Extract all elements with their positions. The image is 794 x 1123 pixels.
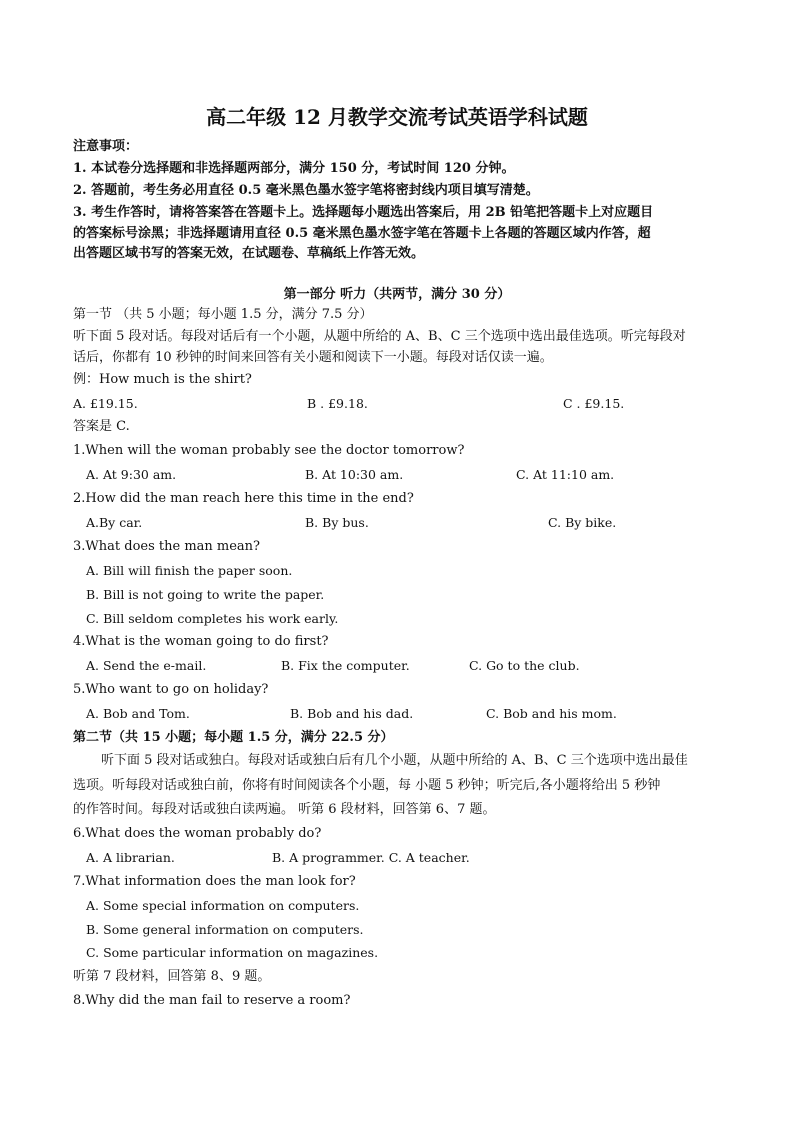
question-3-option-a: A. Bill will finish the paper soon. [86, 563, 293, 578]
section1-heading: 第一节 （共 5 小题；每小题 1.5 分，满分 7.5 分） [73, 307, 373, 322]
note-item-1: 1. 本试卷分选择题和非选择题两部分，满分 150 分，考试时间 120 分钟。 [73, 161, 515, 176]
notes-heading: 注意事项： [73, 139, 139, 154]
question-2-option-b: B. By bus. [305, 515, 369, 530]
question-7-option-c: C. Some particular information on magazines. [86, 945, 379, 960]
material-7-instruction: 听第 7 段材料，回答第 8、9 题。 [73, 969, 271, 984]
section2-instructions-2: 选项。听每段对话或独白前，你将有时间阅读各个小题，每 小题 5 秒钟；听完后,各小题将给出 5 秒钟 [73, 778, 661, 793]
question-6-option-a: A. A librarian. [86, 850, 175, 865]
example-option-a: A. £19.15. [73, 396, 138, 411]
example-option-b: B . £9.18. [307, 396, 368, 411]
section1-instructions-2: 话后，你都有 10 秒钟的时间来回答有关小题和阅读下一小题。每段对话仅读一遍。 [73, 350, 553, 365]
question-4-option-a: A. Send the e-mail. [86, 658, 207, 673]
question-4: 4.What is the woman going to do first? [73, 634, 329, 649]
question-6-option-bc: B. A programmer. C. A teacher. [272, 850, 470, 865]
note-item-3-cont: 的答案标号涂黑；非选择题请用直径 0.5 毫米黑色墨水签字笔在答题卡上各题的答题区域内作答，超 [73, 226, 651, 241]
question-3-option-b: B. Bill is not going to write the paper. [86, 587, 325, 602]
question-4-option-b: B. Fix the computer. [281, 658, 410, 673]
question-2-option-a: A.By car. [86, 515, 143, 530]
question-8: 8.Why did the man fail to reserve a room? [73, 993, 351, 1008]
question-2-option-c: C. By bike. [548, 515, 617, 530]
question-1: 1.When will the woman probably see the doctor tomorrow? [73, 443, 465, 458]
question-4-option-c: C. Go to the club. [469, 658, 580, 673]
example-answer: 答案是 C. [73, 419, 130, 434]
exam-title: 高二年级 12 月教学交流考试英语学科试题 [206, 105, 588, 129]
question-5-option-a: A. Bob and Tom. [86, 706, 190, 721]
question-1-option-a: A. At 9:30 am. [86, 467, 177, 482]
section2-heading: 第二节（共 15 小题；每小题 1.5 分，满分 22.5 分） [73, 730, 394, 745]
note-item-2: 2. 答题前，考生务必用直径 0.5 毫米黑色墨水签字笔将密封线内项目填写清楚。 [73, 183, 539, 198]
section2-instructions-3: 的作答时间。每段对话或独白读两遍。 听第 6 段材料，回答第 6、7 题。 [73, 802, 496, 817]
question-3-option-c: C. Bill seldom completes his work early. [86, 611, 339, 626]
question-5: 5.Who want to go on holiday? [73, 682, 269, 697]
note-item-3: 3. 考生作答时，请将答案答在答题卡上。选择题每小题选出答案后，用 2B 铅笔把答题卡上对应题目 [73, 205, 654, 220]
question-2: 2.How did the man reach here this time in the end? [73, 491, 414, 506]
note-item-3-cont2: 出答题区域书写的答案无效，在试题卷、草稿纸上作答无效。 [73, 246, 425, 261]
question-7-option-b: B. Some general information on computers. [86, 922, 364, 937]
question-7: 7.What information does the man look for? [73, 874, 356, 889]
example-option-c: C . £9.15. [563, 396, 625, 411]
question-1-option-b: B. At 10:30 am. [305, 467, 404, 482]
part1-heading: 第一部分 听力（共两节，满分 30 分） [283, 287, 511, 302]
question-5-option-b: B. Bob and his dad. [290, 706, 414, 721]
example-question: 例：How much is the shirt? [73, 372, 252, 387]
question-6: 6.What does the woman probably do? [73, 826, 322, 841]
section1-instructions-1: 听下面 5 段对话。每段对话后有一个小题，从题中所给的 A、B、C 三个选项中选出最佳选项。听完每段对 [73, 329, 686, 344]
section2-instructions-1: 听下面 5 段对话或独白。每段对话或独白后有几个小题，从题中所给的 A、B、C 三个选项中选出最佳 [101, 753, 688, 768]
question-1-option-c: C. At 11:10 am. [516, 467, 615, 482]
question-5-option-c: C. Bob and his mom. [486, 706, 617, 721]
question-3: 3.What does the man mean? [73, 539, 261, 554]
question-7-option-a: A. Some special information on computers. [86, 898, 360, 913]
